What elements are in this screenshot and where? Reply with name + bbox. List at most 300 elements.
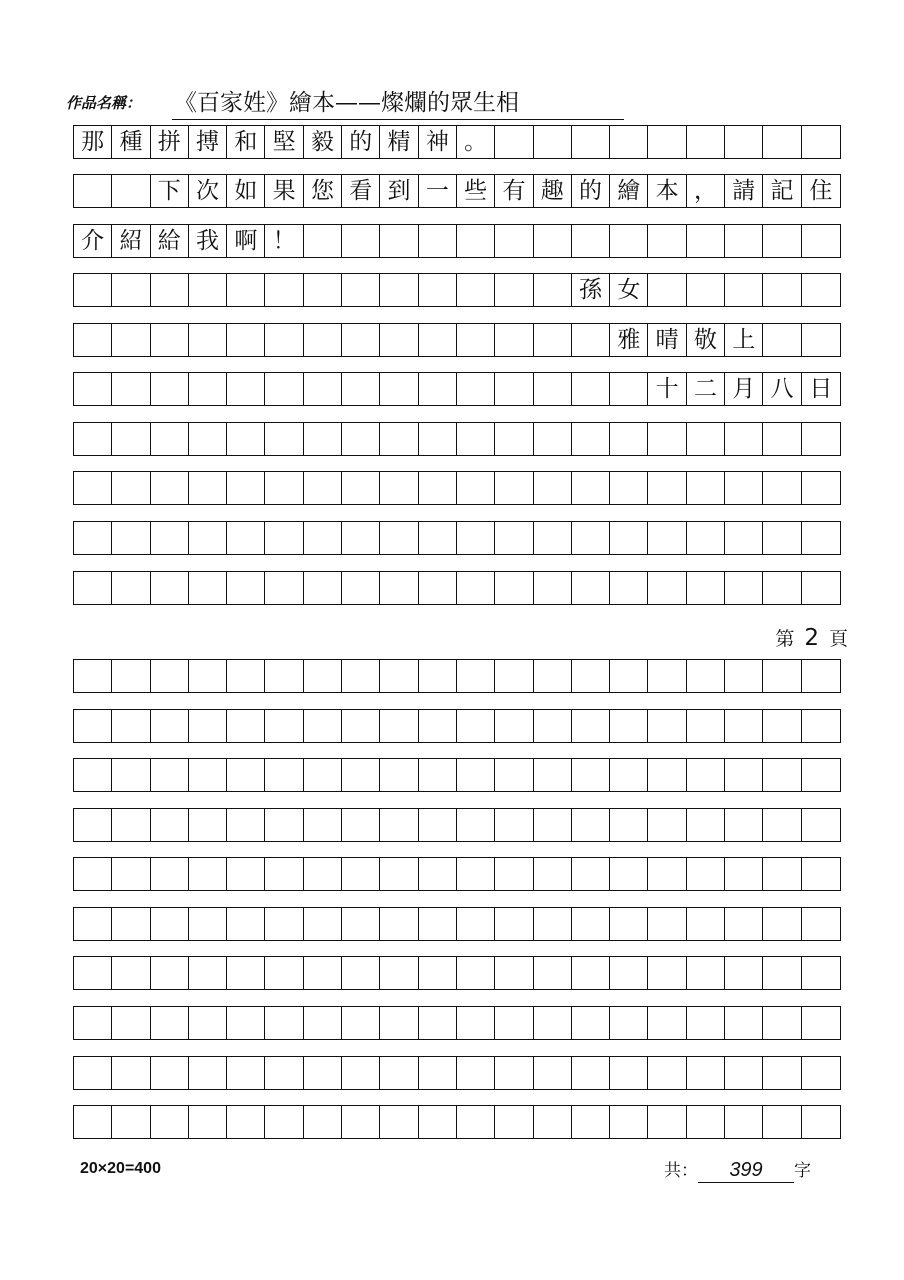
grid-cell [265,809,303,841]
grid-cell [610,472,648,504]
grid-cell: 記 [763,175,801,207]
grid-row [73,125,841,159]
grid-cell [380,522,418,554]
grid-cell [380,274,418,306]
grid-cell [151,572,189,604]
grid-cell: 神 [419,126,457,158]
grid-row [73,1056,841,1090]
grid-cell [802,572,840,604]
title-underline [172,119,624,120]
grid-cell [189,324,227,356]
grid-cell [687,225,725,257]
grid-cell [304,1007,342,1039]
grid-cell [687,660,725,692]
grid-cell [763,472,801,504]
grid-cell [189,274,227,306]
grid-cell [227,572,265,604]
grid-cell [151,522,189,554]
grid-cell: 毅 [304,126,342,158]
grid-cell [534,809,572,841]
grid-cell [763,858,801,890]
grid-cell [342,324,380,356]
grid-cell [457,858,495,890]
grid-cell [304,225,342,257]
grid-cell [74,324,112,356]
title-value: 《百家姓》繪本——燦爛的眾生相 [174,90,519,116]
grid-cell [227,1106,265,1138]
grid-cell [534,373,572,405]
grid-cell [189,759,227,791]
grid-cell [265,858,303,890]
grid-cell: 月 [725,373,763,405]
grid-cell [534,472,572,504]
grid-cell [495,472,533,504]
grid-cell [572,809,610,841]
grid-cell: 如 [227,175,265,207]
grid-cell [265,373,303,405]
grid-cell [457,423,495,455]
grid-cell [687,274,725,306]
grid-cell [304,423,342,455]
grid-cell [457,1106,495,1138]
grid-cell [572,373,610,405]
grid-cell [534,908,572,940]
grid-cell: ！ [265,225,303,257]
grid-cell [189,809,227,841]
grid-cell [342,572,380,604]
grid-formula: 20×20=400 [80,1160,161,1177]
grid-cell [304,274,342,306]
grid-cell [380,660,418,692]
grid-cell [457,472,495,504]
grid-cell [151,423,189,455]
grid-cell [227,423,265,455]
grid-cell [151,1106,189,1138]
grid-cell [802,472,840,504]
grid-cell [457,957,495,989]
grid-row [73,372,841,406]
grid-cell [495,759,533,791]
grid-cell [151,1057,189,1089]
grid-cell [725,472,763,504]
grid-cell [74,522,112,554]
grid-cell [342,423,380,455]
grid-cell [112,759,150,791]
grid-cell [572,225,610,257]
total-label: 共： [664,1161,698,1181]
grid-cell [265,522,303,554]
grid-cell [572,522,610,554]
grid-cell [763,324,801,356]
grid-cell: 您 [304,175,342,207]
grid-cell [419,472,457,504]
page-suffix: 頁 [828,628,852,650]
grid-cell [534,957,572,989]
grid-cell [687,522,725,554]
grid-cell [380,472,418,504]
grid-cell [610,908,648,940]
grid-cell [304,957,342,989]
grid-cell [265,274,303,306]
grid-cell [74,660,112,692]
grid-cell [802,1007,840,1039]
grid-cell [151,660,189,692]
grid-cell: 的 [342,126,380,158]
grid-cell [151,1007,189,1039]
grid-cell [419,759,457,791]
grid-cell [151,710,189,742]
grid-cell: 果 [265,175,303,207]
grid-cell [112,423,150,455]
grid-cell [534,274,572,306]
grid-cell [610,126,648,158]
grid-cell [265,1106,303,1138]
grid-cell [74,759,112,791]
grid-cell: 啊 [227,225,265,257]
grid-cell [380,809,418,841]
grid-cell [534,126,572,158]
grid-cell [265,710,303,742]
grid-cell [648,908,686,940]
grid-row [73,521,841,555]
grid-cell [189,710,227,742]
grid-cell [457,1057,495,1089]
grid-cell [534,522,572,554]
grid-cell [419,522,457,554]
grid-cell [687,809,725,841]
grid-cell [342,1057,380,1089]
grid-cell [112,572,150,604]
grid-cell [380,1106,418,1138]
grid-cell [457,522,495,554]
grid-cell [151,759,189,791]
grid-cell [687,572,725,604]
grid-cell [265,572,303,604]
grid-row [73,659,841,693]
grid-cell [763,423,801,455]
grid-cell [265,660,303,692]
grid-cell [151,373,189,405]
grid-cell [74,1007,112,1039]
grid-cell: 住 [809,177,833,204]
grid-cell [112,908,150,940]
grid-cell [457,1007,495,1039]
grid-cell [74,710,112,742]
grid-cell [687,423,725,455]
grid-cell [610,759,648,791]
grid-cell: 本 [648,175,686,207]
grid-cell [342,225,380,257]
grid-cell [342,1007,380,1039]
grid-cell [380,324,418,356]
grid-row [73,471,841,505]
grid-row [73,857,841,891]
grid-cell [763,908,801,940]
grid-cell [648,710,686,742]
grid-cell [725,126,763,158]
grid-cell: 次 [189,175,227,207]
grid-cell [457,225,495,257]
grid-cell [687,126,725,158]
grid-cell [763,522,801,554]
grid-cell [74,472,112,504]
grid-cell [151,957,189,989]
grid-cell [304,1057,342,1089]
grid-row [73,758,841,792]
grid-cell: 堅 [265,126,303,158]
grid-cell [534,710,572,742]
grid-cell [380,1007,418,1039]
grid-cell [342,522,380,554]
grid-cell [725,858,763,890]
grid-cell [151,472,189,504]
grid-cell [687,1106,725,1138]
grid-cell [419,324,457,356]
grid-cell [648,858,686,890]
grid-row [73,224,841,258]
grid-cell [151,274,189,306]
grid-cell: 和 [227,126,265,158]
grid-cell [648,225,686,257]
grid-cell [265,1007,303,1039]
grid-cell [725,1106,763,1138]
grid-cell [572,858,610,890]
grid-cell [572,957,610,989]
grid-cell [763,1007,801,1039]
grid-cell [342,472,380,504]
grid-cell [112,660,150,692]
grid-row [73,422,841,456]
grid-row [73,907,841,941]
grid-cell [419,274,457,306]
grid-cell [725,423,763,455]
grid-row [73,956,841,990]
grid-cell [419,423,457,455]
grid-cell [112,1057,150,1089]
grid-cell [112,175,150,207]
grid-cell [495,1007,533,1039]
grid-cell [495,660,533,692]
grid-cell [380,572,418,604]
grid-cell [457,908,495,940]
grid-cell [227,324,265,356]
grid-cell [457,759,495,791]
grid-cell [112,710,150,742]
grid-cell [189,908,227,940]
grid-cell [112,809,150,841]
grid-cell: 雅 [610,324,648,356]
grid-cell [763,572,801,604]
grid-cell: 晴 [648,324,686,356]
grid-cell: 些 [457,175,495,207]
grid-cell [112,858,150,890]
grid-cell [725,908,763,940]
grid-cell [534,660,572,692]
grid-cell [227,957,265,989]
grid-cell [495,274,533,306]
grid-cell [189,957,227,989]
grid-cell [572,572,610,604]
grid-cell: 敬 [687,324,725,356]
grid-cell [495,908,533,940]
grid-cell: 紹 [112,225,150,257]
grid-cell [227,759,265,791]
grid-cell [610,957,648,989]
grid-cell [648,274,686,306]
grid-cell [304,908,342,940]
grid-cell [342,759,380,791]
grid-cell [495,957,533,989]
grid-row [73,808,841,842]
grid-cell [802,225,840,257]
grid-cell [648,1057,686,1089]
grid-cell: 繪 [610,175,648,207]
grid-cell: 二 [687,373,725,405]
grid-cell [227,522,265,554]
grid-cell [74,908,112,940]
grid-cell [304,324,342,356]
grid-cell [763,759,801,791]
grid-cell [74,274,112,306]
grid-cell [725,809,763,841]
grid-cell [265,957,303,989]
grid-cell [648,660,686,692]
grid-cell [227,908,265,940]
grid-cell [304,522,342,554]
grid-cell [151,324,189,356]
grid-cell [227,274,265,306]
grid-cell [495,1106,533,1138]
grid-cell [265,423,303,455]
grid-cell [763,1057,801,1089]
grid-cell [610,1057,648,1089]
grid-cell: 拼 [151,126,189,158]
title-label: 作品名稱： [66,94,142,112]
grid-cell [534,324,572,356]
grid-cell [342,660,380,692]
grid-cell [189,373,227,405]
grid-cell [419,710,457,742]
grid-cell [802,957,840,989]
grid-cell: 有 [495,175,533,207]
grid-cell [380,908,418,940]
grid-cell [419,858,457,890]
grid-cell [457,373,495,405]
grid-cell [189,660,227,692]
grid-row [73,1105,841,1139]
grid-cell [610,710,648,742]
grid-cell [495,126,533,158]
grid-row [73,709,841,743]
grid-cell [763,1106,801,1138]
grid-cell [802,710,840,742]
grid-cell [304,373,342,405]
grid-cell [802,759,840,791]
grid-cell [457,324,495,356]
grid-cell: 女 [610,274,648,306]
total-count [664,1156,811,1183]
grid-cell [572,126,610,158]
grid-cell [189,522,227,554]
grid-cell [725,225,763,257]
grid-cell [265,908,303,940]
grid-cell [74,957,112,989]
grid-cell [648,522,686,554]
grid-cell [495,858,533,890]
grid-cell [495,423,533,455]
grid-cell [112,1106,150,1138]
grid-cell [380,423,418,455]
grid-cell [572,660,610,692]
grid-cell [189,1106,227,1138]
grid-cell [380,1057,418,1089]
grid-cell [687,1057,725,1089]
grid-cell: ， [687,175,725,207]
grid-cell [151,809,189,841]
grid-cell: 。 [457,126,495,158]
grid-cell [304,1106,342,1138]
grid-cell [725,522,763,554]
grid-cell [534,1007,572,1039]
grid-cell [648,423,686,455]
grid-cell [725,710,763,742]
grid-cell [419,809,457,841]
grid-cell [763,710,801,742]
grid-cell [457,572,495,604]
grid-cell [265,324,303,356]
grid-cell [380,373,418,405]
grid-cell: 給 [151,225,189,257]
grid-cell [648,1106,686,1138]
grid-cell [763,957,801,989]
grid-cell [265,1057,303,1089]
grid-cell [419,225,457,257]
grid-cell: 上 [725,324,763,356]
grid-cell [304,759,342,791]
grid-cell [112,522,150,554]
grid-cell [380,225,418,257]
grid-cell [419,908,457,940]
grid-cell [802,660,840,692]
grid-cell [534,572,572,604]
grid-cell: 一 [419,175,457,207]
grid-cell [342,710,380,742]
grid-cell [687,957,725,989]
grid-cell [457,809,495,841]
grid-cell [304,472,342,504]
grid-cell: 下 [151,175,189,207]
grid-cell [648,572,686,604]
grid-cell [304,572,342,604]
grid-cell [763,660,801,692]
grid-cell: 精 [380,126,418,158]
grid-cell: 孫 [572,274,610,306]
grid-cell [802,423,840,455]
page-number [775,624,852,651]
grid-cell [419,572,457,604]
grid-cell [725,957,763,989]
grid-cell [802,1106,840,1138]
grid-cell [74,1057,112,1089]
grid-cell [265,472,303,504]
grid-cell [419,957,457,989]
grid-cell [648,759,686,791]
grid-cell [227,710,265,742]
grid-cell [534,225,572,257]
grid-cell [534,1106,572,1138]
grid-cell [534,858,572,890]
grid-cell: 八 [763,373,801,405]
